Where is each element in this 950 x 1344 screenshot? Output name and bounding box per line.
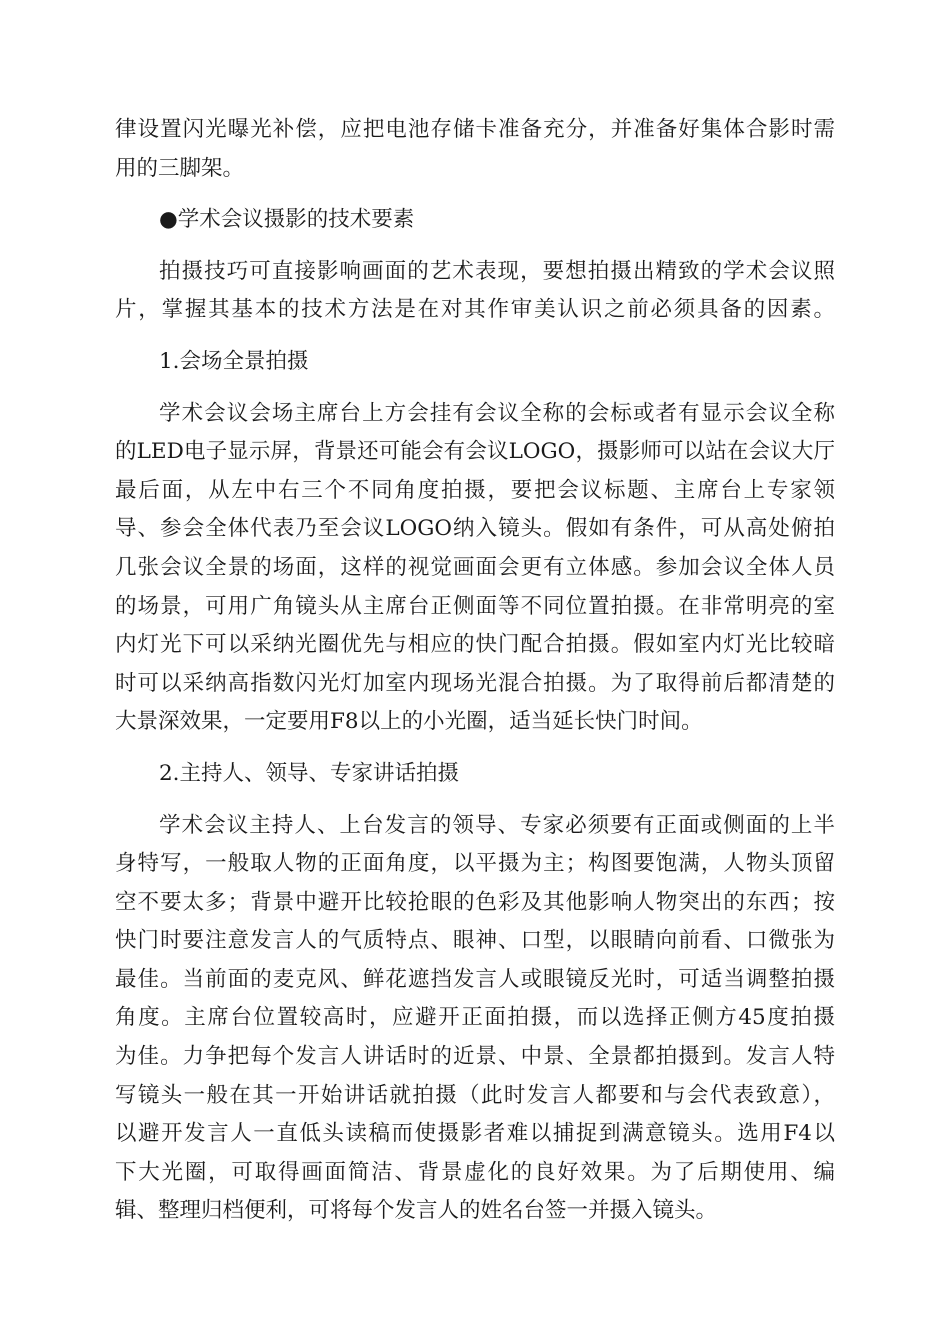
subsection-paragraph-2 [115, 807, 835, 1232]
document-page [115, 111, 835, 1231]
text-line: 片，掌握其基本的技术方法是在对其作审美认识之前必须具备的因素。 [115, 297, 835, 323]
text-line: 身特写，一般取人物的正面角度，以平摄为主；构图要饱满，人物头顶留 [115, 851, 835, 877]
text-line: 几张会议全景的场面，这样的视觉画面会更有立体感。参加会议全体人员 [115, 554, 835, 580]
text-line: 以避开发言人一直低头读稿而使摄影者难以捕捉到满意镜头。选用F4以 [115, 1121, 835, 1147]
text-line: 大景深效果，一定要用F8以上的小光圈，适当延长快门时间。 [115, 709, 703, 735]
text-line: 空不要太多；背景中避开比较抢眼的色彩及其他影响人物突出的东西；按 [115, 889, 835, 915]
subsection-heading-1: 1.会场全景拍摄 [159, 348, 309, 374]
text-line: 辑、整理归档便利，可将每个发言人的姓名台签一并摄入镜头。 [115, 1198, 718, 1224]
text-line: 下大光圈，可取得画面简洁、背景虚化的良好效果。为了后期使用、编 [115, 1159, 835, 1185]
text-line: 导、参会全体代表乃至会议LOGO纳入镜头。假如有条件，可从高处俯拍 [115, 516, 835, 542]
text-line: 的场景，可用广角镜头从主席台正侧面等不同位置拍摄。在非常明亮的室 [115, 593, 835, 619]
text-line: 律设置闪光曝光补偿，应把电池存储卡准备充分，并准备好集体合影时需 [115, 117, 835, 142]
text-line: 拍摄技巧可直接影响画面的艺术表现，要想拍摄出精致的学术会议照 [159, 258, 835, 284]
text-line: 写镜头一般在其一开始讲话就拍摄（此时发言人都要和与会代表致意）， [115, 1082, 835, 1108]
text-line: 最佳。当前面的麦克风、鲜花遮挡发言人或眼镜反光时，可适当调整拍摄 [115, 966, 835, 992]
text-line: 时可以采纳高指数闪光灯加室内现场光混合拍摄。为了取得前后都清楚的 [115, 670, 835, 696]
text-line: 学术会议会场主席台上方会挂有会议全称的会标或者有显示会议全称 [159, 400, 835, 426]
text-line: 快门时要注意发言人的气质特点、眼神、口型，以眼睛向前看、口微张为 [115, 928, 835, 954]
text-line: 角度。主席台位置较高时，应避开正面拍摄，而以选择正侧方45度拍摄 [115, 1005, 835, 1031]
text-line: 内灯光下可以采纳光圈优先与相应的快门配合拍摄。假如室内灯光比较暗 [115, 632, 835, 658]
section-paragraph [115, 253, 835, 330]
section-heading: ●学术会议摄影的技术要素 [159, 207, 415, 233]
subsection-heading-2: 2.主持人、领导、专家讲话拍摄 [159, 760, 460, 786]
text-line: 的LED电子显示屏，背景还可能会有会议LOGO，摄影师可以站在会议大厅 [115, 439, 835, 465]
intro-paragraph [115, 111, 835, 188]
text-line: 最后面，从左中右三个不同角度拍摄，要把会议标题、主席台上专家领 [115, 477, 835, 503]
text-line: 为佳。力争把每个发言人讲话时的近景、中景、全景都拍摄到。发言人特 [115, 1044, 835, 1070]
text-line: 学术会议主持人、上台发言的领导、专家必须要有正面或侧面的上半 [159, 812, 835, 838]
text-line: 用的三脚架。 [115, 155, 245, 181]
subsection-paragraph-1 [115, 395, 835, 742]
